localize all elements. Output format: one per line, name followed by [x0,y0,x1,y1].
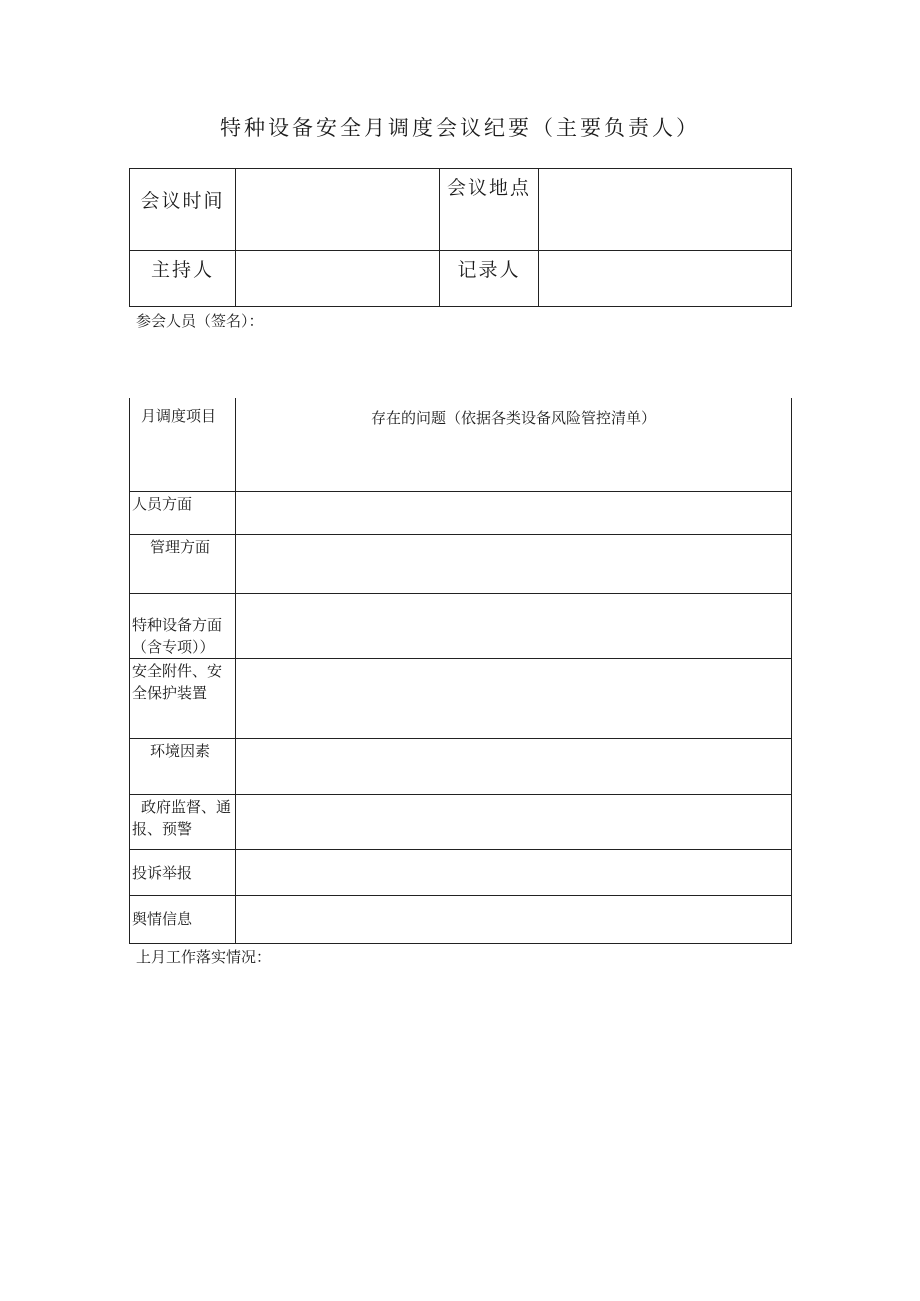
row-label-government-supervision: 政府监督、通报、预警 [130,794,236,849]
row-issues-management[interactable] [236,534,792,593]
meeting-place-field[interactable] [539,169,792,251]
row-label-personnel: 人员方面 [130,491,236,534]
meeting-info-table [129,168,792,307]
meeting-time-label: 会议时间 [130,169,236,251]
row-label-safety-devices: 安全附件、安全保护装置 [130,658,236,738]
row-label-special-equipment: 特种设备方面（含专项）） [130,593,236,658]
row-issues-safety-devices[interactable] [236,658,792,738]
col-header-issues: 存在的问题（依据各类设备风险管控清单） [236,398,792,491]
row-label-complaints: 投诉举报 [130,849,236,895]
meeting-place-label: 会议地点 [440,169,539,251]
col-header-item: 月调度项目 [130,398,236,491]
row-issues-public-opinion[interactable] [236,895,792,943]
row-issues-environment[interactable] [236,738,792,794]
host-field[interactable] [236,251,440,307]
monthly-schedule-table [129,398,792,944]
document-title: 特种设备安全月调度会议纪要（主要负责人） [220,116,700,140]
attendees-label: 参会人员（签名）： [136,312,264,330]
row-label-public-opinion: 舆情信息 [130,895,236,943]
row-issues-personnel[interactable] [236,491,792,534]
row-label-management: 管理方面 [130,534,236,593]
row-issues-government-supervision[interactable] [236,794,792,849]
recorder-label: 记录人 [440,251,539,307]
meeting-time-field[interactable] [236,169,440,251]
row-label-environment: 环境因素 [130,738,236,794]
host-label: 主持人 [130,251,236,307]
row-issues-complaints[interactable] [236,849,792,895]
recorder-field[interactable] [539,251,792,307]
row-issues-special-equipment[interactable] [236,593,792,658]
last-month-implementation-label: 上月工作落实情况： [136,948,272,966]
